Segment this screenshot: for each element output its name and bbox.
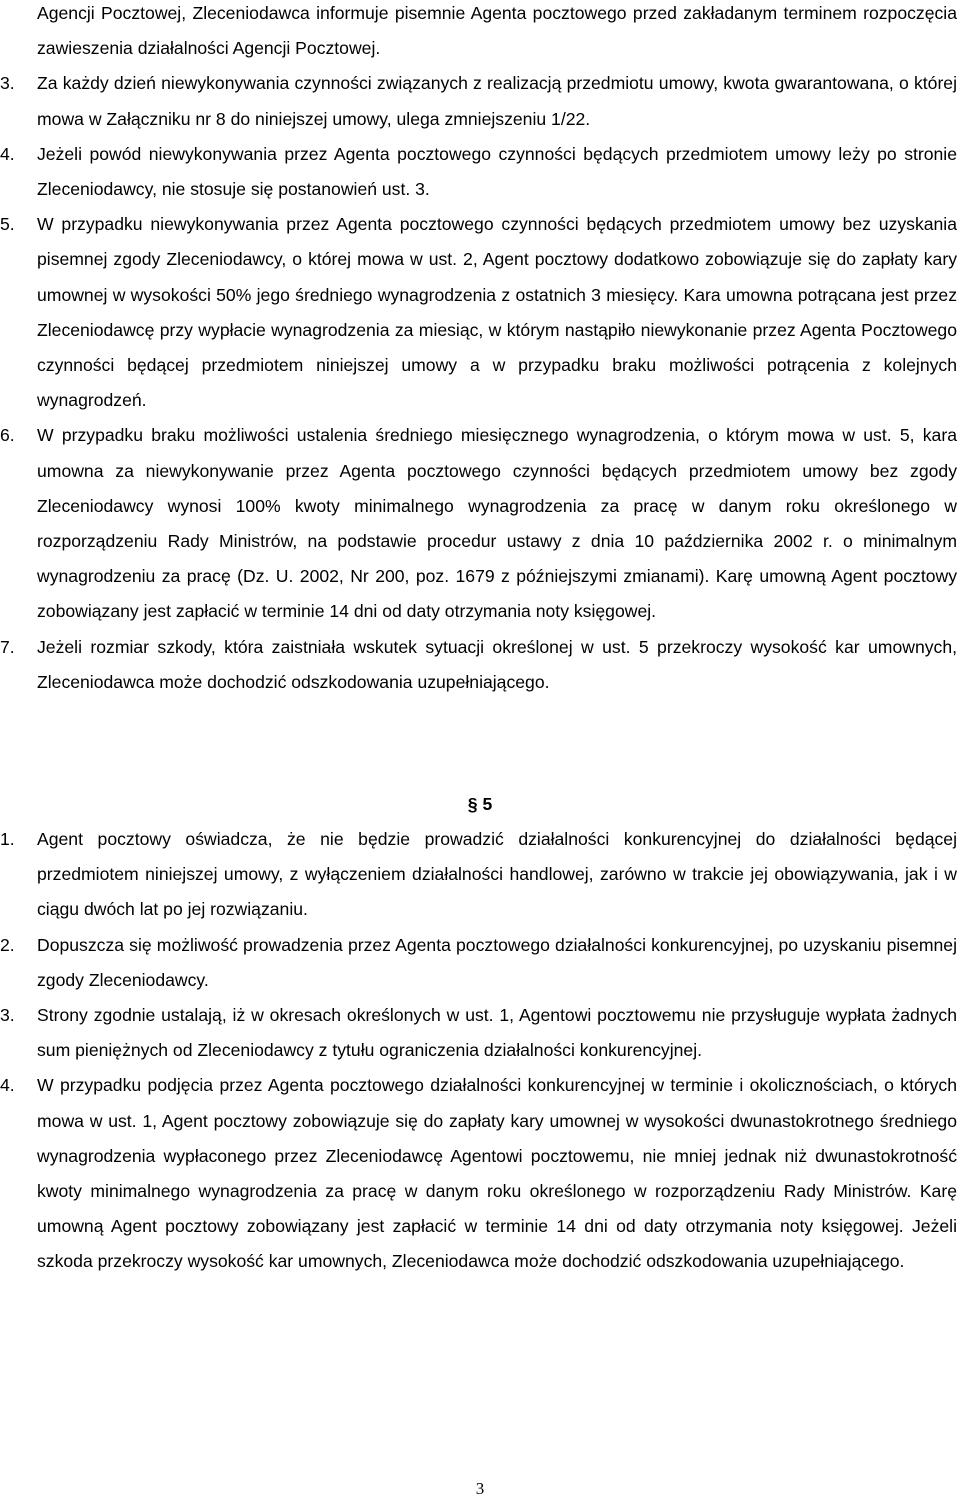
- item-text: Jeżeli powód niewykonywania przez Agenta pocztowego czynności będących przedmiotem umowy leży po stronie Zleceniodawcy, nie stosuje się postanowień ust. 3.: [37, 143, 957, 200]
- list-item: [0, 822, 957, 928]
- lead-paragraph-text: Agencji Pocztowej, Zleceniodawca informuje pisemnie Agenta pocztowego przed zakładanym terminem rozpoczęcia zawieszenia działalności Agencji Pocztowej.: [37, 3, 957, 59]
- list-item: [0, 66, 957, 136]
- list-item: [0, 418, 957, 629]
- list-item: [0, 137, 957, 207]
- list-item: [0, 998, 957, 1068]
- section-5: [0, 822, 960, 1280]
- section-4-continuation: [0, 0, 960, 700]
- section-heading: § 5: [467, 794, 493, 814]
- item-text: Za każdy dzień niewykonywania czynności związanych z realizacją przedmiotu umowy, kwota gwarantowana, o której mowa w Załączniku nr 8 do niniejszej umowy, ulega zmniejszeniu 1/22.: [37, 73, 957, 129]
- item-number: 2.: [0, 934, 15, 955]
- item-number: 5.: [0, 214, 15, 235]
- list-item: [0, 1068, 957, 1279]
- item-number: 4.: [0, 143, 15, 164]
- item-number: 6.: [0, 425, 15, 446]
- list-item: [0, 207, 957, 418]
- item-number: 7.: [0, 636, 15, 657]
- item-number: 3.: [0, 1005, 15, 1026]
- item-number: 4.: [0, 1075, 15, 1096]
- item-number: 1.: [0, 829, 15, 849]
- list-item: [0, 928, 957, 998]
- lead-paragraph: [0, 0, 957, 66]
- item-text: Dopuszcza się możliwość prowadzenia przez Agenta pocztowego działalności konkurencyjnej, po uzyskaniu pisemnej zgody Zleceniodawcy.: [37, 934, 957, 990]
- item-number: 3.: [0, 73, 15, 94]
- item-text: Jeżeli rozmiar szkody, która zaistniała wskutek sytuacji określonej w ust. 5 przekroczy wysokość kar umownych, Zleceniodawca może dochodzić odszkodowania uzupełniającego.: [37, 636, 957, 692]
- item-text: Agent pocztowy oświadcza, że nie będzie prowadzić działalności konkurencyjnej do działalności będącej przedmiotem niniejszej umowy, z wyłączeniem działalności handlowej, zarówno w trakcie jej obowiązywania, jak i w ciągu dwóch lat po jej rozwiązaniu.: [37, 829, 957, 920]
- item-text: W przypadku podjęcia przez Agenta pocztowego działalności konkurencyjnej w terminie i okolicznościach, o których mowa w ust. 1, Agent pocztowy zobowiązuje się do zapłaty kary umownej w wysokości dwunastokrotnego średniego wynagrodzenia wypłaconego przez Zleceniodawcę Agentowi pocztowemu, nie mniej jednak niż dwunastokrotność kwoty minimalnego wynagrodzenia za pracę w danym roku określonego w rozporządzeniu Rady Ministrów. Karę umowną Agent pocztowy zobowiązany jest zapłacić w terminie 14 dni od daty otrzymania noty księgowej. Jeżeli szkoda przekroczy wysokość kar umownych, Zleceniodawca może dochodzić odszkodowania uzupełniającego.: [37, 1075, 957, 1272]
- item-text: W przypadku braku możliwości ustalenia średniego miesięcznego wynagrodzenia, o którym mowa w ust. 5, kara umowna za niewykonywanie przez Agenta pocztowego czynności będących przedmiotem umowy bez zgody Zleceniodawcy wynosi 100% kwoty minimalnego wynagrodzenia za pracę w danym roku określonego w rozporządzeniu Rady Ministrów, na podstawie procedur ustawy z dnia 10 października 2002 r. o minimalnym wynagrodzeniu za pracę (Dz. U. 2002, Nr 200, poz. 1679 z późniejszymi zmianami). Karę umowną Agent pocztowy zobowiązany jest zapłacić w terminie 14 dni od daty otrzymania noty księgowej.: [37, 425, 957, 622]
- list-item: [0, 630, 957, 700]
- page-number: 3: [475, 1479, 485, 1498]
- item-text: Strony zgodnie ustalają, iż w okresach określonych w ust. 1, Agentowi pocztowemu nie przysługuje wypłata żadnych sum pieniężnych od Zleceniodawcy z tytułu ograniczenia działalności konkurencyjnej.: [37, 1005, 957, 1061]
- item-text: W przypadku niewykonywania przez Agenta pocztowego czynności będących przedmiotem umowy bez uzyskania pisemnej zgody Zleceniodawcy, o której mowa w ust. 2, Agent pocztowy dodatkowo zobowiązuje się do zapłaty kary umownej w wysokości 50% jego średniego wynagrodzenia z ostatnich 3 miesięcy. Kara umowna potrącana jest przez Zleceniodawcę przy wypłacie wynagrodzenia za miesiąc, w którym nastąpiło niewykonanie przez Agenta Pocztowego czynności będącej przedmiotem niniejszej umowy a w przypadku braku możliwości potrącenia z kolejnych wynagrodzeń.: [37, 214, 957, 411]
